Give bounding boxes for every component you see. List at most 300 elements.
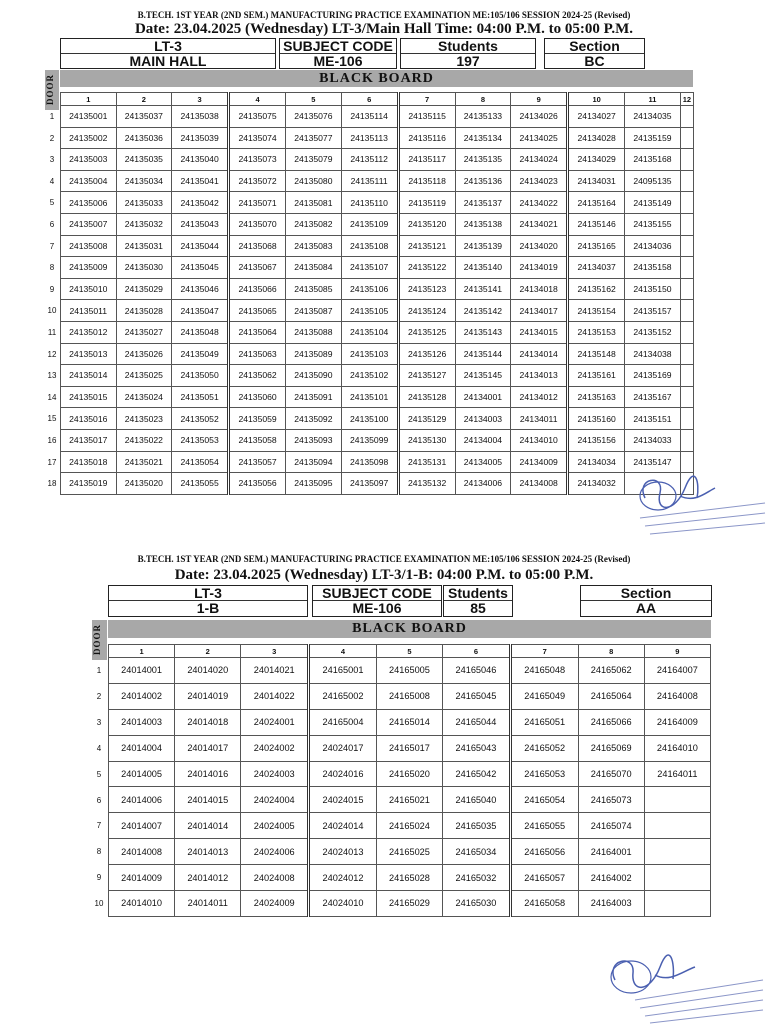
- seat-cell: 24024009: [241, 891, 309, 917]
- row-number: 2: [96, 691, 102, 701]
- seat-cell: 24135097: [341, 473, 398, 495]
- sheet1-section: BC: [545, 53, 644, 68]
- seat-cell: [680, 235, 693, 257]
- seat-cell: 24135099: [341, 429, 398, 451]
- seat-cell: 24135038: [172, 106, 229, 128]
- seat-cell: 24165021: [376, 787, 442, 813]
- seat-cell: 24135156: [568, 429, 625, 451]
- seat-cell: 24014017: [175, 735, 241, 761]
- seat-cell: 24134027: [568, 106, 625, 128]
- seat-cell: [644, 813, 710, 839]
- seat-cell: [644, 839, 710, 865]
- seat-cell: 24135089: [286, 343, 342, 365]
- seat-cell: 24135004: [61, 170, 117, 192]
- column-header: 7: [510, 645, 578, 658]
- seat-cell: 24134014: [511, 343, 568, 365]
- column-header: 3: [241, 645, 309, 658]
- seat-cell: [680, 213, 693, 235]
- seat-cell: 24135070: [229, 213, 286, 235]
- seat-cell: 24135108: [341, 235, 398, 257]
- seat-cell: 24135159: [625, 127, 681, 149]
- seat-cell: 24134022: [511, 192, 568, 214]
- seat-cell: 24165035: [443, 813, 511, 839]
- row-number: 13: [47, 371, 57, 381]
- seat-cell: 24134015: [511, 321, 568, 343]
- seat-cell: 24135101: [341, 386, 398, 408]
- table-row: [61, 170, 694, 192]
- seat-cell: 24135008: [61, 235, 117, 257]
- seat-cell: 24014011: [175, 891, 241, 917]
- seat-cell: 24014013: [175, 839, 241, 865]
- column-header: 2: [116, 93, 172, 106]
- signature-stamp-1: [625, 468, 768, 538]
- seat-cell: 24135138: [455, 213, 511, 235]
- seat-cell: 24135053: [172, 429, 229, 451]
- seat-cell: 24135035: [116, 149, 172, 171]
- seat-cell: 24165029: [376, 891, 442, 917]
- seat-cell: 24135143: [455, 321, 511, 343]
- seat-cell: 24135136: [455, 170, 511, 192]
- sheet2-subject-code-label: SUBJECT CODE: [322, 585, 432, 601]
- seat-cell: 24135034: [116, 170, 172, 192]
- seat-cell: 24135059: [229, 408, 286, 430]
- seat-cell: 24135164: [568, 192, 625, 214]
- seat-cell: 24024008: [241, 865, 309, 891]
- seat-cell: 24165002: [309, 683, 377, 709]
- column-header: 2: [175, 645, 241, 658]
- column-header-row: [109, 645, 711, 658]
- seat-cell: 24165020: [376, 761, 442, 787]
- seat-cell: 24135118: [398, 170, 455, 192]
- seat-cell: 24135163: [568, 386, 625, 408]
- seat-cell: [644, 787, 710, 813]
- seat-cell: [680, 429, 693, 451]
- column-header-row: [61, 93, 694, 106]
- seat-cell: 24014014: [175, 813, 241, 839]
- seat-cell: 24135125: [398, 321, 455, 343]
- seat-cell: 24135076: [286, 106, 342, 128]
- seat-cell: 24135105: [341, 300, 398, 322]
- seat-cell: 24135052: [172, 408, 229, 430]
- seat-cell: 24024002: [241, 735, 309, 761]
- row-number: 7: [49, 241, 55, 251]
- table-row: [61, 365, 694, 387]
- seat-cell: 24135106: [341, 278, 398, 300]
- seat-cell: 24135093: [286, 429, 342, 451]
- seat-cell: 24135042: [172, 192, 229, 214]
- seat-cell: 24165043: [443, 735, 511, 761]
- seat-cell: 24135110: [341, 192, 398, 214]
- seat-cell: 24135054: [172, 451, 229, 473]
- seat-cell: 24135116: [398, 127, 455, 149]
- seat-cell: 24135072: [229, 170, 286, 192]
- seat-cell: 24135142: [455, 300, 511, 322]
- signature-stamp-2: [595, 945, 765, 1024]
- seat-cell: 24135095: [286, 473, 342, 495]
- seat-cell: 24134010: [511, 429, 568, 451]
- column-header: 5: [376, 645, 442, 658]
- seat-cell: 24135128: [398, 386, 455, 408]
- seat-cell: 24135104: [341, 321, 398, 343]
- seat-cell: 24135084: [286, 257, 342, 279]
- seat-cell: 24135131: [398, 451, 455, 473]
- seat-cell: 24165058: [510, 891, 578, 917]
- seat-cell: 24135167: [625, 386, 681, 408]
- seat-cell: 24165004: [309, 709, 377, 735]
- seat-cell: 24024016: [309, 761, 377, 787]
- seat-cell: 24014015: [175, 787, 241, 813]
- seat-cell: 24135071: [229, 192, 286, 214]
- seat-cell: 24135031: [116, 235, 172, 257]
- table-row: [61, 106, 694, 128]
- sheet2-section-label: Section: [620, 585, 672, 601]
- seat-cell: 24024014: [309, 813, 377, 839]
- seat-cell: 24024004: [241, 787, 309, 813]
- seat-cell: 24024015: [309, 787, 377, 813]
- seat-cell: 24134033: [625, 429, 681, 451]
- seat-cell: 24135112: [341, 149, 398, 171]
- seat-cell: 24135010: [61, 278, 117, 300]
- seat-cell: 24165034: [443, 839, 511, 865]
- seat-cell: 24135024: [116, 386, 172, 408]
- seat-cell: 24164011: [644, 761, 710, 787]
- seat-cell: 24135137: [455, 192, 511, 214]
- seat-cell: 24134009: [511, 451, 568, 473]
- sheet1-door-label: DOOR: [45, 70, 59, 110]
- seat-cell: 24135021: [116, 451, 172, 473]
- seat-cell: 24135020: [116, 473, 172, 495]
- seat-cell: 24135152: [625, 321, 681, 343]
- seat-cell: 24135016: [61, 408, 117, 430]
- row-number: 5: [49, 198, 55, 208]
- seat-cell: 24024006: [241, 839, 309, 865]
- seat-cell: 24135092: [286, 408, 342, 430]
- seat-cell: 24135147: [625, 451, 681, 473]
- seat-cell: 24135064: [229, 321, 286, 343]
- sheet2-subject-code-box: [312, 585, 442, 617]
- seat-cell: 24135088: [286, 321, 342, 343]
- seat-cell: 24164010: [644, 735, 710, 761]
- seat-cell: [644, 865, 710, 891]
- column-header: 4: [229, 93, 286, 106]
- seat-cell: 24024005: [241, 813, 309, 839]
- seat-cell: 24135022: [116, 429, 172, 451]
- seat-cell: 24164009: [644, 709, 710, 735]
- seat-cell: 24135033: [116, 192, 172, 214]
- table-row: [109, 865, 711, 891]
- sheet2-title: B.TECH. 1ST YEAR (2ND SEM.) MANUFACTURING PRACTICE EXAMINATION ME:105/106 SESSION 2024-25 (Revised): [137, 554, 631, 564]
- seat-cell: 24135044: [172, 235, 229, 257]
- seat-cell: 24135168: [625, 149, 681, 171]
- seat-cell: 24165070: [578, 761, 644, 787]
- sheet1-section-label: Section: [569, 38, 620, 54]
- column-header: 3: [172, 93, 229, 106]
- row-number: 14: [47, 392, 57, 402]
- seat-cell: 24165052: [510, 735, 578, 761]
- sheet1-venue-box: [60, 38, 276, 69]
- seat-cell: 24135014: [61, 365, 117, 387]
- seat-cell: 24165055: [510, 813, 578, 839]
- seat-cell: [680, 170, 693, 192]
- row-number: 7: [96, 821, 102, 831]
- seat-cell: 24135103: [341, 343, 398, 365]
- row-number: 6: [96, 795, 102, 805]
- seat-cell: 24135169: [625, 365, 681, 387]
- seat-cell: 24135065: [229, 300, 286, 322]
- seat-cell: 24135141: [455, 278, 511, 300]
- seat-cell: 24165062: [578, 658, 644, 684]
- seat-cell: 24134017: [511, 300, 568, 322]
- seat-cell: 24024003: [241, 761, 309, 787]
- seat-cell: 24165028: [376, 865, 442, 891]
- seat-cell: 24024010: [309, 891, 377, 917]
- sheet2-students-count: 85: [444, 600, 512, 615]
- seat-cell: 24134011: [511, 408, 568, 430]
- seat-cell: 24134036: [625, 235, 681, 257]
- seat-cell: 24135026: [116, 343, 172, 365]
- seat-cell: 24134034: [568, 451, 625, 473]
- sheet2-seating-table: [108, 644, 711, 917]
- seat-cell: 24165045: [443, 683, 511, 709]
- seat-cell: 24165042: [443, 761, 511, 787]
- seat-cell: 24135154: [568, 300, 625, 322]
- seat-cell: 24095135: [625, 170, 681, 192]
- seat-cell: 24014002: [109, 683, 175, 709]
- seat-cell: 24165032: [443, 865, 511, 891]
- table-row: [61, 278, 694, 300]
- seat-cell: 24134019: [511, 257, 568, 279]
- seat-cell: 24134004: [455, 429, 511, 451]
- sheet2-date-line: Date: 23.04.2025 (Wednesday) LT-3/1-B: 04:00 P.M. to 05:00 P.M.: [174, 567, 594, 583]
- seat-cell: 24135037: [116, 106, 172, 128]
- sheet2-students-label: Students: [448, 585, 508, 601]
- seat-cell: 24135025: [116, 365, 172, 387]
- seat-cell: 24135153: [568, 321, 625, 343]
- seat-cell: 24014021: [241, 658, 309, 684]
- sheet1-students-count: 197: [401, 53, 535, 68]
- seat-cell: 24135043: [172, 213, 229, 235]
- seat-cell: 24135080: [286, 170, 342, 192]
- seat-cell: [680, 106, 693, 128]
- seat-cell: 24134018: [511, 278, 568, 300]
- row-number: 9: [96, 873, 102, 883]
- seat-cell: 24135001: [61, 106, 117, 128]
- seat-cell: 24135146: [568, 213, 625, 235]
- seat-cell: 24135130: [398, 429, 455, 451]
- seat-cell: 24134023: [511, 170, 568, 192]
- sheet2-students-box: [443, 585, 513, 617]
- seat-cell: 24135012: [61, 321, 117, 343]
- seat-cell: 24135056: [229, 473, 286, 495]
- table-row: [61, 386, 694, 408]
- sheet2-section: AA: [581, 600, 711, 615]
- seat-cell: [680, 149, 693, 171]
- seat-cell: 24165030: [443, 891, 511, 917]
- seat-cell: 24135117: [398, 149, 455, 171]
- seat-cell: 24165073: [578, 787, 644, 813]
- column-header: 8: [455, 93, 511, 106]
- seat-cell: 24135119: [398, 192, 455, 214]
- sheet2-venue-line1: LT-3: [194, 585, 222, 601]
- seat-cell: 24165074: [578, 813, 644, 839]
- seat-cell: [680, 127, 693, 149]
- seat-cell: 24014001: [109, 658, 175, 684]
- seat-cell: 24165069: [578, 735, 644, 761]
- seat-cell: 24135165: [568, 235, 625, 257]
- row-number: 8: [96, 847, 102, 857]
- table-row: [109, 761, 711, 787]
- seat-cell: 24014009: [109, 865, 175, 891]
- seat-cell: [680, 365, 693, 387]
- seat-cell: 24135075: [229, 106, 286, 128]
- seat-cell: 24135067: [229, 257, 286, 279]
- seat-cell: 24135017: [61, 429, 117, 451]
- seat-cell: 24135132: [398, 473, 455, 495]
- sheet2-venue-box: [108, 585, 308, 617]
- seat-cell: 24135050: [172, 365, 229, 387]
- seat-cell: 24135073: [229, 149, 286, 171]
- seat-cell: 24135057: [229, 451, 286, 473]
- seat-cell: 24135081: [286, 192, 342, 214]
- seat-cell: 24135006: [61, 192, 117, 214]
- column-header: 6: [443, 645, 511, 658]
- seat-cell: 24134020: [511, 235, 568, 257]
- seat-cell: 24135107: [341, 257, 398, 279]
- seat-cell: 24135040: [172, 149, 229, 171]
- seat-cell: 24164007: [644, 658, 710, 684]
- seat-cell: 24135121: [398, 235, 455, 257]
- column-header: 12: [680, 93, 693, 106]
- seat-cell: 24134021: [511, 213, 568, 235]
- seat-cell: 24165001: [309, 658, 377, 684]
- seat-cell: 24134003: [455, 408, 511, 430]
- seat-cell: 24135145: [455, 365, 511, 387]
- seat-cell: [680, 321, 693, 343]
- table-row: [61, 451, 694, 473]
- seat-cell: 24135048: [172, 321, 229, 343]
- row-number: 10: [47, 306, 57, 316]
- table-row: [109, 735, 711, 761]
- seat-cell: 24165044: [443, 709, 511, 735]
- seat-cell: [680, 408, 693, 430]
- seat-cell: 24014003: [109, 709, 175, 735]
- seat-cell: [680, 386, 693, 408]
- table-row: [61, 127, 694, 149]
- seat-cell: 24135046: [172, 278, 229, 300]
- table-row: [61, 235, 694, 257]
- seat-cell: 24164008: [644, 683, 710, 709]
- table-row: [109, 658, 711, 684]
- row-number: 3: [96, 717, 102, 727]
- seat-cell: 24165054: [510, 787, 578, 813]
- seat-cell: 24134024: [511, 149, 568, 171]
- seat-cell: 24165066: [578, 709, 644, 735]
- seat-cell: 24135139: [455, 235, 511, 257]
- seat-cell: 24165053: [510, 761, 578, 787]
- seat-cell: 24165025: [376, 839, 442, 865]
- seat-cell: 24135029: [116, 278, 172, 300]
- seat-cell: 24135123: [398, 278, 455, 300]
- seat-cell: 24024013: [309, 839, 377, 865]
- column-header: 11: [625, 93, 681, 106]
- table-row: [109, 813, 711, 839]
- seat-cell: 24165064: [578, 683, 644, 709]
- seat-cell: 24135140: [455, 257, 511, 279]
- seat-cell: 24014012: [175, 865, 241, 891]
- seat-cell: 24164001: [578, 839, 644, 865]
- table-row: [61, 408, 694, 430]
- seat-cell: 24135036: [116, 127, 172, 149]
- seat-cell: 24165040: [443, 787, 511, 813]
- seat-cell: 24135100: [341, 408, 398, 430]
- seat-cell: 24135157: [625, 300, 681, 322]
- seat-cell: 24014022: [241, 683, 309, 709]
- seat-cell: 24135129: [398, 408, 455, 430]
- seat-cell: 24135122: [398, 257, 455, 279]
- seat-cell: 24165017: [376, 735, 442, 761]
- seat-cell: 24135003: [61, 149, 117, 171]
- column-header: 4: [309, 645, 377, 658]
- column-header: 5: [286, 93, 342, 106]
- seat-cell: 24135068: [229, 235, 286, 257]
- seat-cell: 24014008: [109, 839, 175, 865]
- seat-cell: 24135027: [116, 321, 172, 343]
- table-row: [109, 891, 711, 917]
- seat-cell: [680, 300, 693, 322]
- seat-cell: 24134037: [568, 257, 625, 279]
- table-row: [109, 839, 711, 865]
- seat-cell: 24135155: [625, 213, 681, 235]
- sheet1-subject-code-box: [279, 38, 397, 69]
- seat-cell: 24165005: [376, 658, 442, 684]
- seat-cell: 24135030: [116, 257, 172, 279]
- seat-cell: 24135111: [341, 170, 398, 192]
- row-number: 8: [49, 263, 55, 273]
- seat-cell: 24134006: [455, 473, 511, 495]
- table-row: [61, 473, 694, 495]
- seat-cell: 24135102: [341, 365, 398, 387]
- seat-cell: 24164003: [578, 891, 644, 917]
- sheet1-subject-code-label: SUBJECT CODE: [283, 38, 393, 54]
- seat-cell: 24165056: [510, 839, 578, 865]
- seat-cell: 24014005: [109, 761, 175, 787]
- row-number: 11: [47, 328, 57, 337]
- seat-cell: 24134001: [455, 386, 511, 408]
- seat-cell: 24135120: [398, 213, 455, 235]
- seat-cell: 24134028: [568, 127, 625, 149]
- seat-cell: 24024017: [309, 735, 377, 761]
- seat-cell: 24135148: [568, 343, 625, 365]
- seat-cell: 24024012: [309, 865, 377, 891]
- seat-cell: 24024001: [241, 709, 309, 735]
- seat-cell: 24135047: [172, 300, 229, 322]
- sheet1-venue-line2: MAIN HALL: [61, 53, 275, 68]
- seat-cell: 24135015: [61, 386, 117, 408]
- seat-cell: 24135133: [455, 106, 511, 128]
- seat-cell: 24165049: [510, 683, 578, 709]
- sheet2-section-box: [580, 585, 712, 617]
- column-header: 6: [341, 93, 398, 106]
- seat-cell: 24135113: [341, 127, 398, 149]
- column-header: 9: [511, 93, 568, 106]
- seat-cell: 24135007: [61, 213, 117, 235]
- seat-cell: [680, 343, 693, 365]
- seat-cell: [680, 257, 693, 279]
- seat-cell: 24134008: [511, 473, 568, 495]
- seat-cell: 24135032: [116, 213, 172, 235]
- seat-cell: 24135109: [341, 213, 398, 235]
- seat-cell: 24165024: [376, 813, 442, 839]
